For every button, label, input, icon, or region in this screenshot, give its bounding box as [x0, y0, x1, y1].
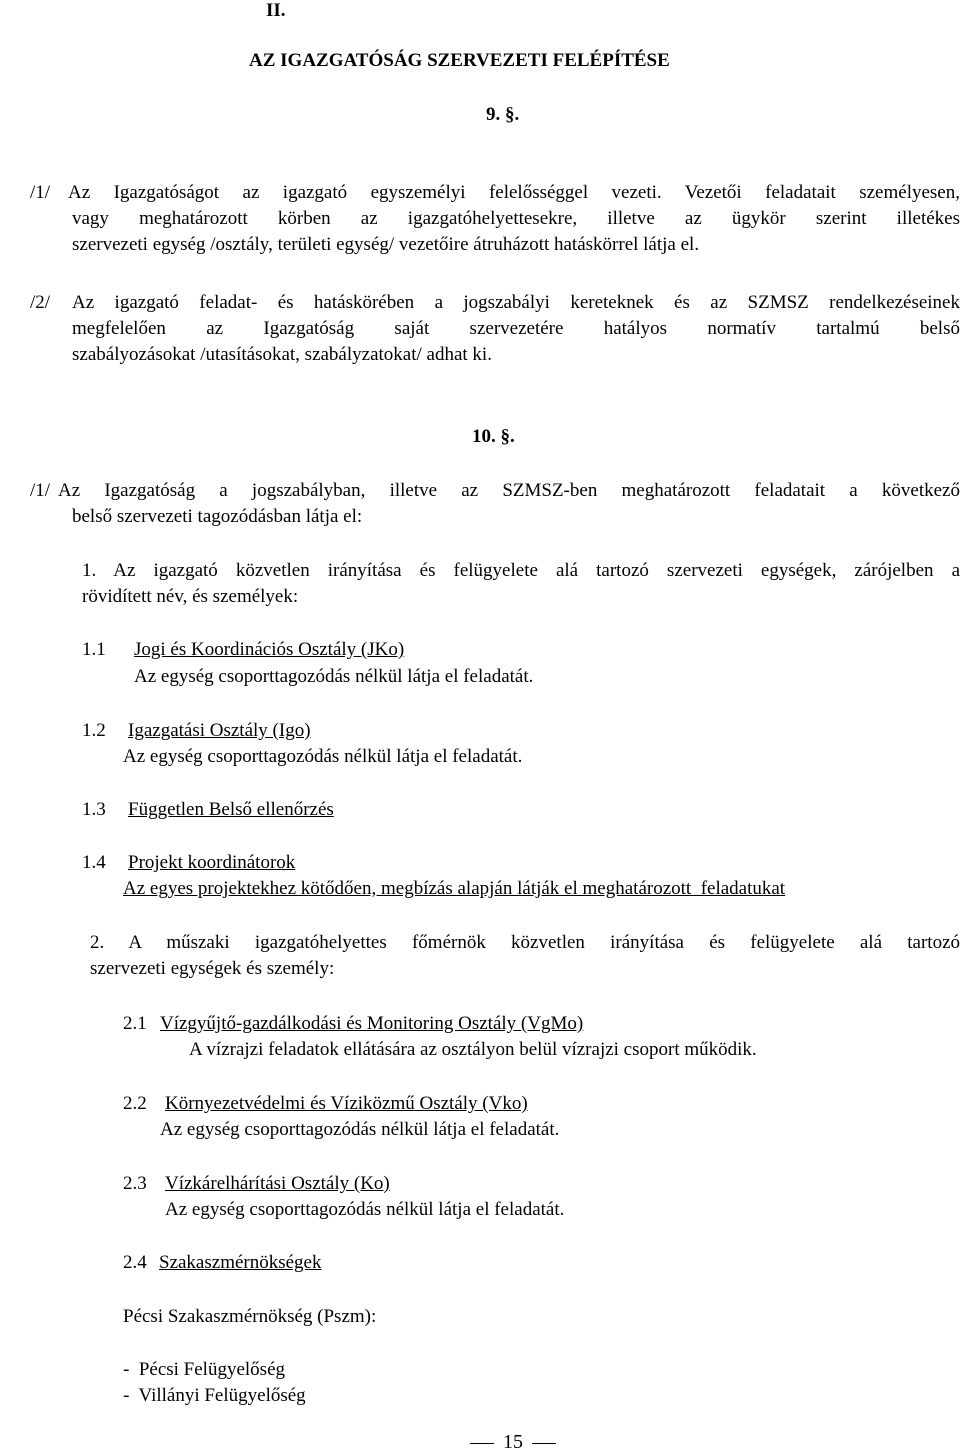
text-line: 2. A műszaki igazgatóhelyettes főmérnök közvetlen irányítása és felügyelete alá tartozó	[90, 932, 960, 953]
page-number-value: 15	[503, 1431, 523, 1453]
s10-p1-number: /1/	[30, 480, 51, 501]
text-line: megfelelően az Igazgatóság saját szervezetére hatályos normatív tartalmú belső	[72, 318, 960, 339]
unit-2-4-name: Szakaszmérnökségek	[159, 1252, 322, 1273]
pszm-title: Pécsi Szakaszmérnökség (Pszm):	[123, 1306, 377, 1327]
text-line: Az Igazgatóság a jogszabályban, illetve az SZMSZ-ben meghatározott feladatait a következő	[58, 480, 960, 501]
section-9-heading: 9. §.	[486, 104, 520, 125]
text-line: Az Igazgatóságot az igazgató egyszemélyi felelősséggel vezeti. Vezetői feladatait személyesen,	[68, 182, 960, 203]
s10-item-2	[90, 930, 960, 982]
text-line: Az igazgató feladat- és hatáskörében a jogszabályi kereteknek és az SZMSZ rendelkezéseinek	[72, 292, 960, 313]
text-line: szervezeti egység /osztály, területi egység/ vezetőire átruházott hatáskörrel látja el.	[72, 234, 700, 255]
page-number	[470, 1429, 556, 1455]
unit-1-2-name: Igazgatási Osztály (Igo)	[128, 720, 311, 741]
chapter-title: AZ IGAZGATÓSÁG SZERVEZETI FELÉPÍTÉSE	[249, 50, 670, 71]
unit-1-3-number: 1.3	[82, 799, 106, 820]
pszm-item: - Pécsi Felügyelőség	[123, 1359, 286, 1380]
text-line: szabályozásokat /utasításokat, szabályzatokat/ adhat ki.	[72, 344, 492, 365]
part-number: II.	[266, 0, 286, 21]
pszm-item: - Villányi Felügyelőség	[123, 1385, 306, 1406]
section-10-heading: 10. §.	[472, 426, 515, 447]
unit-1-1-name: Jogi és Koordinációs Osztály (JKo)	[134, 639, 405, 660]
s10-item-1	[82, 558, 960, 610]
unit-1-4-desc: Az egyes projektekhez kötődően, megbízás alapján látják el meghatározott feladatukat	[123, 878, 786, 899]
unit-2-1-desc: A vízrajzi feladatok ellátására az osztályon belül vízrajzi csoport működik.	[189, 1039, 757, 1060]
unit-1-1-desc: Az egység csoporttagozódás nélkül látja el feladatát.	[134, 666, 534, 687]
dash-right	[532, 1443, 556, 1445]
unit-2-1-number: 2.1	[123, 1013, 147, 1034]
unit-2-4-number: 2.4	[123, 1252, 147, 1273]
unit-2-1-name: Vízgyűjtő-gazdálkodási és Monitoring Osztály (VgMo)	[160, 1013, 584, 1034]
text-line: szervezeti egységek és személy:	[90, 958, 335, 979]
unit-1-3-name: Független Belső ellenőrzés	[128, 799, 334, 820]
unit-2-3-name: Vízkárelhárítási Osztály (Ko)	[165, 1173, 390, 1194]
s10-paragraph-1	[58, 478, 960, 530]
text-line: vagy meghatározott körben az igazgatóhelyettesekre, illetve az ügykör szerint illetékes	[72, 208, 960, 229]
unit-1-4-name: Projekt koordinátorok	[128, 852, 296, 873]
text-line: rövidített név, és személyek:	[82, 586, 299, 607]
unit-2-3-number: 2.3	[123, 1173, 147, 1194]
unit-1-1-number: 1.1	[82, 639, 106, 660]
unit-2-2-desc: Az egység csoporttagozódás nélkül látja el feladatát.	[160, 1119, 560, 1140]
unit-1-2-number: 1.2	[82, 720, 106, 741]
text-line: belső szervezeti tagozódásban látja el:	[72, 506, 363, 527]
s9-paragraph-2	[72, 290, 960, 368]
s9-p1-number: /1/	[30, 182, 51, 203]
unit-2-2-number: 2.2	[123, 1093, 147, 1114]
s9-p2-number: /2/	[30, 292, 51, 313]
unit-2-2-name: Környezetvédelmi és Víziközmű Osztály (Vko)	[165, 1093, 528, 1114]
unit-1-2-desc: Az egység csoporttagozódás nélkül látja el feladatát.	[123, 746, 523, 767]
dash-left	[470, 1443, 494, 1445]
unit-1-4-number: 1.4	[82, 852, 106, 873]
text-line: 1. Az igazgató közvetlen irányítása és felügyelete alá tartozó szervezeti egységek, zárójelben a	[82, 560, 960, 581]
unit-2-3-desc: Az egység csoporttagozódás nélkül látja el feladatát.	[165, 1199, 565, 1220]
s9-paragraph-1	[68, 180, 960, 258]
